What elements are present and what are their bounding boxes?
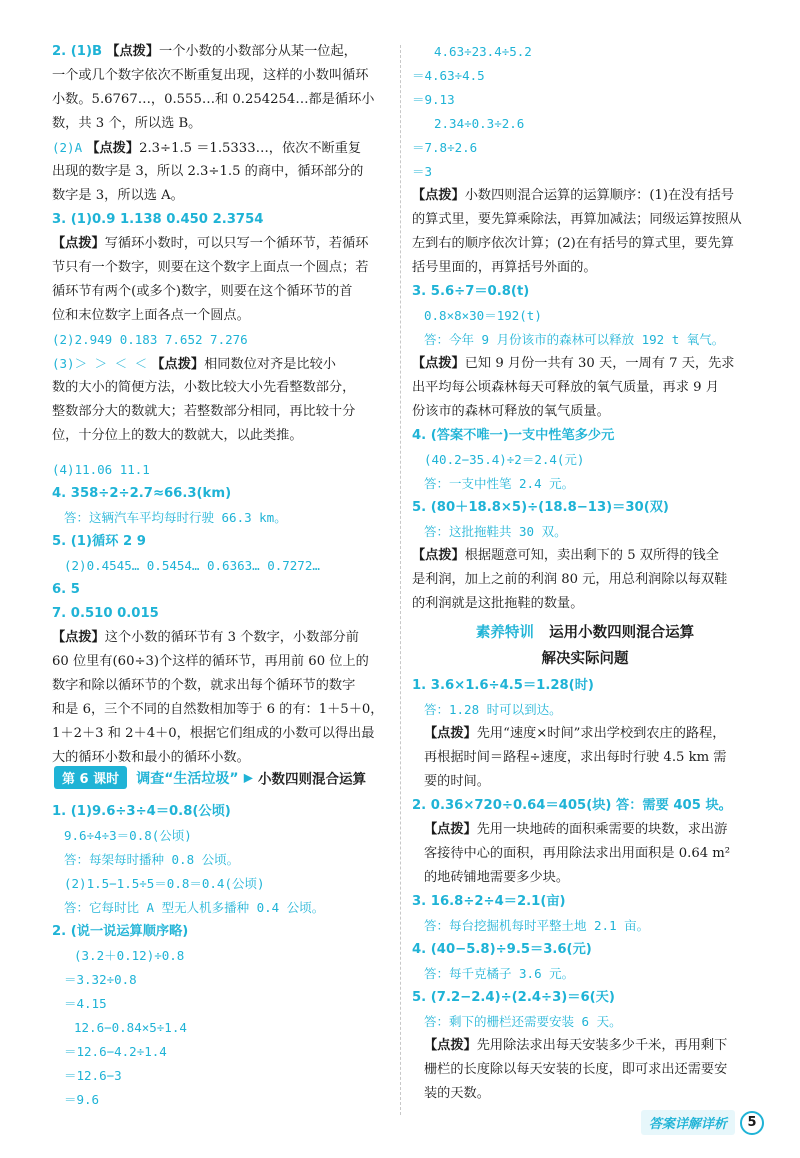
text-line [52, 650, 392, 674]
body-text: 份该市的森林可释放的氧气质量。 [412, 404, 610, 419]
text-line [52, 482, 392, 506]
text-line [52, 674, 392, 698]
text-line [412, 914, 758, 938]
answer-text: ＝7.8÷2.6 [412, 140, 478, 155]
body-text: 的利润就是这批拖鞋的数量。 [412, 596, 584, 611]
text-line [52, 448, 392, 458]
text-line [52, 1016, 392, 1040]
text-line [52, 578, 392, 602]
text-line [52, 848, 392, 872]
body-text: 数字是 3，所以选 A。 [52, 188, 184, 203]
body-text: 再根据时间＝路程÷速度，求出每时行驶 4.5 km 需 [424, 750, 727, 765]
left-column-lesson6 [52, 800, 392, 1112]
text-line [412, 698, 758, 722]
text-line [412, 304, 758, 328]
answer-text: 答：每千克橘子 3.6 元。 [424, 966, 575, 981]
text-line [52, 1064, 392, 1088]
body-text: 节只有一个数字，则要在这个数字上面点一个圆点；若 [52, 260, 369, 275]
text-line [412, 232, 758, 256]
hint-tag: 【点拨】 [106, 44, 160, 59]
answer-text: ＝4.63÷4.5 [412, 68, 485, 83]
answer-text: 12.6−0.84×5÷1.4 [74, 1020, 187, 1035]
body-text: 先用除法求出每天安装多少千米，再用剩下 [476, 1038, 728, 1053]
text-line [52, 40, 392, 64]
text-line [412, 1010, 758, 1034]
body-text: 2.3÷1.5 ＝1.5333…，依次不断重复 [139, 141, 362, 156]
hint-tag: 【点拨】 [424, 726, 477, 741]
text-line [412, 1034, 758, 1058]
text-line [412, 184, 758, 208]
body-text: 已知 9 月份一共有 30 天，一周有 7 天，先求 [464, 356, 735, 371]
answer-text: (2)1.5−1.5÷5＝0.8＝0.4(公顷) [64, 876, 265, 891]
question-number: 4. (答案不唯一)一支中性笔多少元 [412, 428, 615, 443]
text-line [412, 496, 758, 520]
hint-tag: 【点拨】 [424, 822, 477, 837]
body-text: 左到右的顺序依次计算；(2)在有括号的算式里，要先算 [412, 236, 734, 251]
body-text: 数字和除以循环节的个数，就求出每个循环节的数字 [52, 678, 356, 693]
body-text: 先用一块地砖的面积乘需要的块数，求出游 [476, 822, 728, 837]
answer-text: ＝12.6−3 [64, 1068, 122, 1083]
text-line [52, 626, 392, 650]
hint-tag: 【点拨】 [412, 356, 465, 371]
text-line [52, 1040, 392, 1064]
text-line [52, 602, 392, 626]
answer-text: 0.8×8×30＝192(t) [424, 308, 542, 323]
text-line [412, 208, 758, 232]
body-text: 出现的数字是 3，所以 2.3÷1.5 的商中，循环部分的 [52, 164, 364, 179]
text-line [52, 112, 392, 136]
question-number: 3. 16.8÷2÷4＝2.1(亩) [412, 894, 566, 909]
text-line [52, 88, 392, 112]
question-number: 1. (1)9.6÷3÷4＝0.8(公顷) [52, 804, 231, 819]
text-line [412, 448, 758, 472]
text-line [52, 184, 392, 208]
body-text: 相同数位对齐是比较小 [204, 357, 336, 372]
hint-tag: 【点拨】 [151, 357, 205, 372]
text-line [412, 674, 758, 698]
text-line [52, 722, 392, 746]
answer-text: 2.34÷0.3÷2.6 [434, 116, 525, 131]
text-line [52, 400, 392, 424]
question-number: 2. (说一说运算顺序略) [52, 924, 189, 939]
question-number: 4. (40−5.8)÷9.5＝3.6(元) [412, 942, 592, 957]
body-text: 根据题意可知，卖出剩下的 5 双所得的钱全 [464, 548, 719, 563]
text-line [412, 160, 758, 184]
answer-text: 答：它每时比 A 型无人机多播种 0.4 公顷。 [64, 900, 325, 915]
text-line [412, 256, 758, 280]
text-line [52, 256, 392, 280]
body-text: 和是 6，三个不同的自然数相加等于 6 的有：1＋5＋0， [52, 702, 384, 717]
question-number: 5. (80＋18.8×5)÷(18.8−13)＝30(双) [412, 500, 669, 515]
answer-text: (4)11.06 11.1 [52, 462, 150, 477]
text-line [412, 592, 758, 616]
text-line [52, 506, 392, 530]
text-line [52, 968, 392, 992]
text-line [52, 304, 392, 328]
question-number: 3. (1)0.9 1.138 0.450 2.3754 [52, 212, 264, 227]
footer-label: 答案详解详析 [641, 1110, 735, 1135]
text-line [52, 872, 392, 896]
text-line [412, 352, 758, 376]
question-number: 1. 3.6×1.6÷4.5＝1.28(时) [412, 678, 594, 693]
text-line [412, 40, 758, 64]
text-line [412, 112, 758, 136]
answer-text: 答：今年 9 月份该市的森林可以释放 192 t 氧气。 [424, 332, 725, 347]
body-text: 一个或几个数字依次不断重复出现，这样的小数叫循环 [52, 68, 369, 83]
arrow-right-icon: ▶ [243, 770, 253, 785]
answer-text: 答：1.28 时可以到达。 [424, 702, 562, 717]
body-text: 装的天数。 [424, 1086, 490, 1101]
text-line [412, 544, 758, 568]
answer-text: 答：每台挖掘机每时平整土地 2.1 亩。 [424, 918, 650, 933]
answer-text: 答：一支中性笔 2.4 元。 [424, 476, 575, 491]
body-text: 是利润，加上之前的利润 80 元，用总利润除以每双鞋 [412, 572, 728, 587]
text-line [412, 88, 758, 112]
answer-text: (2)0.4545… 0.5454… 0.6363… 0.7272… [64, 558, 320, 573]
answer-text: ＝9.6 [64, 1092, 100, 1107]
answer-text: ＝9.13 [412, 92, 455, 107]
answer-text: 9.6÷4÷3＝0.8(公顷) [64, 828, 192, 843]
text-line [412, 424, 758, 448]
body-text: 位和末位数字上面各点一个圆点。 [52, 308, 250, 323]
lesson-number-badge: 第 6 课时 [54, 766, 127, 789]
hint-tag: 【点拨】 [52, 236, 105, 251]
hint-tag: 【点拨】 [86, 141, 140, 156]
lesson-title: 调查“生活垃圾” [136, 770, 239, 787]
page-footer [641, 1110, 764, 1136]
section-title-line1: 运用小数四则混合运算 [549, 625, 695, 641]
question-number: 7. 0.510 0.015 [52, 606, 159, 621]
body-text: 的地砖铺地需要多少块。 [424, 870, 570, 885]
text-line [412, 890, 758, 914]
body-text: 1＋2＋3 和 2＋4＋0，根据它们组成的小数可以得出最 [52, 726, 375, 741]
text-line [412, 376, 758, 400]
answer-text: 答：每架每时播种 0.8 公顷。 [64, 852, 240, 867]
answer-text: ＝3 [412, 164, 433, 179]
text-line [412, 472, 758, 496]
text-line [412, 770, 758, 794]
left-column [52, 40, 392, 770]
text-line [412, 328, 758, 352]
answer-text: ＝12.6−4.2÷1.4 [64, 1044, 167, 1059]
answer-text: ＝3.32÷0.8 [64, 972, 137, 987]
lesson-header [54, 766, 384, 792]
answer-text: 答：这辆汽车平均每时行驶 66.3 km。 [64, 510, 287, 525]
text-line [52, 424, 392, 448]
answer-text: ＝4.15 [64, 996, 107, 1011]
text-line [52, 992, 392, 1016]
answer-text: (2)2.949 0.183 7.652 7.276 [52, 332, 248, 347]
text-line [412, 842, 758, 866]
text-line [52, 376, 392, 400]
body-text: 整数部分大的数就大；若整数部分相同，再比较十分 [52, 404, 356, 419]
text-line [412, 794, 758, 818]
question-number: 3. 5.6÷7＝0.8(t) [412, 284, 530, 299]
text-line [52, 698, 392, 722]
body-text: 要的时间。 [424, 774, 490, 789]
body-text: 数的大小的简便方法，小数比较大小先看整数部分， [52, 380, 356, 395]
text-line [412, 746, 758, 770]
text-line [52, 232, 392, 256]
body-text: 小数四则混合运算的运算顺序：(1)在没有括号 [464, 188, 734, 203]
answer-text: (3.2＋0.12)÷0.8 [74, 948, 185, 963]
body-text: 大的循环小数和最小的循环小数。 [52, 750, 250, 765]
body-text: 这个小数的循环节有 3 个数字，小数部分前 [104, 630, 359, 645]
page-number: 5 [740, 1111, 764, 1135]
text-line [52, 458, 392, 482]
text-line [52, 328, 392, 352]
body-text: 先用“速度×时间”求出学校到农庄的路程， [476, 726, 726, 741]
text-line [52, 824, 392, 848]
question-number: 2. (1)B [52, 44, 103, 59]
text-line [52, 896, 392, 920]
text-line [412, 520, 758, 544]
answer-text: 4.63÷23.4÷5.2 [434, 44, 532, 59]
text-line [412, 986, 758, 1010]
text-line [52, 920, 392, 944]
question-number: 5. (1)循环 2 9 [52, 534, 146, 549]
body-text: 写循环小数时，可以只写一个循环节，若循环 [104, 236, 369, 251]
text-line [52, 800, 392, 824]
text-line [412, 722, 758, 746]
answer-text: (2)A [52, 140, 83, 155]
right-column [412, 40, 758, 616]
text-line [52, 1088, 392, 1112]
text-line [412, 866, 758, 890]
body-text: 小数。5.6767…，0.555…和 0.254254…都是循环小 [52, 92, 375, 107]
text-line [52, 136, 392, 160]
text-line [412, 400, 758, 424]
text-line [412, 64, 758, 88]
body-text: 的算式里，要先算乘除法，再算加减法；同级运算按照从 [412, 212, 742, 227]
text-line [412, 1082, 758, 1106]
section-badge: 素养特训 [475, 625, 534, 641]
body-text: 出平均每公顷森林每天可释放的氧气质量，再求 9 月 [412, 380, 719, 395]
hint-tag: 【点拨】 [412, 548, 465, 563]
hint-tag: 【点拨】 [412, 188, 465, 203]
text-line [412, 938, 758, 962]
column-divider [400, 45, 401, 1115]
text-line [52, 352, 392, 376]
answer-text: (3)＞ ＞ ＜ ＜ [52, 356, 148, 371]
text-line [52, 944, 392, 968]
question-number: 4. 358÷2÷2.7≈66.3(km) [52, 486, 232, 501]
text-line [52, 530, 392, 554]
section-header [412, 620, 758, 672]
body-text: 客接待中心的面积，再用除法求出用面积是 0.64 m² [424, 846, 731, 861]
answer-text: (40.2−35.4)÷2＝2.4(元) [424, 452, 585, 467]
body-text: 60 位里有(60÷3)个这样的循环节，再用前 60 位上的 [52, 654, 369, 669]
text-line [52, 554, 392, 578]
body-text: 一个小数的小数部分从某一位起， [159, 44, 357, 59]
text-line [412, 568, 758, 592]
question-number: 5. (7.2−2.4)÷(2.4÷3)＝6(天) [412, 990, 615, 1005]
body-text: 栅栏的长度除以每天安装的长度，即可求出还需要安 [424, 1062, 728, 1077]
answer-text: 答：这批拖鞋共 30 双。 [424, 524, 567, 539]
section-title-line2: 解决实际问题 [541, 651, 629, 667]
text-line [52, 280, 392, 304]
body-text: 循环节有两个(或多个)数字，则要在这个循环节的首 [52, 284, 353, 299]
text-line [52, 64, 392, 88]
text-line [412, 280, 758, 304]
hint-tag: 【点拨】 [52, 630, 105, 645]
right-column-training [412, 674, 758, 1106]
body-text: 括号里面的，再算括号外面的。 [412, 260, 597, 275]
text-line [412, 818, 758, 842]
question-number: 6. 5 [52, 582, 80, 597]
body-text: 数，共 3 个，所以选 B。 [52, 116, 202, 131]
text-line [412, 1058, 758, 1082]
answer-text: 答：剩下的栅栏还需要安装 6 天。 [424, 1014, 622, 1029]
question-number: 2. 0.36×720÷0.64＝405(块) 答：需要 405 块。 [412, 798, 732, 813]
text-line [52, 208, 392, 232]
body-text: 位，十分位上的数大的数就大，以此类推。 [52, 428, 303, 443]
text-line [52, 160, 392, 184]
text-line [412, 962, 758, 986]
lesson-subtitle: 小数四则混合运算 [258, 771, 367, 788]
text-line [412, 136, 758, 160]
hint-tag: 【点拨】 [424, 1038, 477, 1053]
